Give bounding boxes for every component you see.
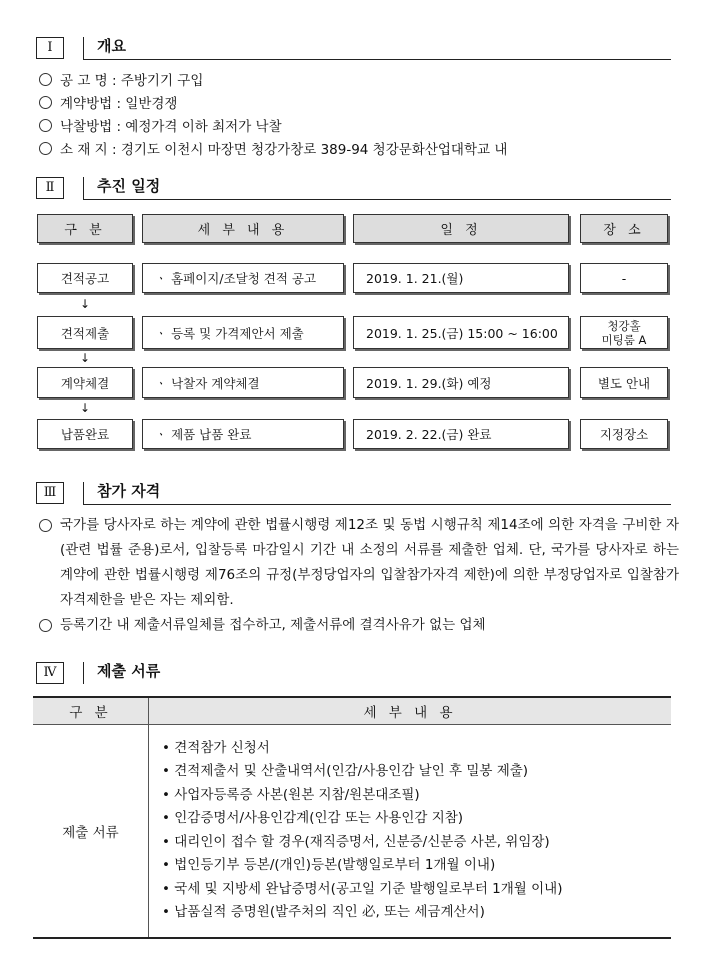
schedule-stage: 견적공고 — [37, 263, 133, 293]
schedule-date: 2019. 1. 25.(금) 15:00 ~ 16:00 — [353, 316, 569, 349]
documents-list-cell — [149, 725, 672, 938]
documents-table — [33, 696, 671, 939]
section-header-documents — [33, 660, 671, 686]
list-item: • 국세 및 지방세 완납증명서(공고일 기준 발행일로부터 1개월 이내) — [162, 878, 670, 902]
circle-bullet-icon — [39, 73, 52, 86]
schedule-stage: 견적제출 — [37, 316, 133, 349]
section-number: Ⅳ — [36, 662, 64, 684]
section-number: Ⅰ — [36, 37, 64, 59]
section-header-schedule — [33, 175, 671, 201]
circle-bullet-icon — [39, 619, 52, 632]
list-item: • 대리인이 접수 할 경우(재직증명서, 신분증/신분증 사본, 위임장) — [162, 831, 670, 855]
schedule-stage: 계약체결 — [37, 367, 133, 398]
overview-item: 계약방법 : 일반경쟁 — [39, 93, 177, 115]
schedule-detail: ㆍ 낙찰자 계약체결 — [142, 367, 344, 398]
schedule-place: 지정장소 — [580, 419, 668, 449]
overview-item: 소 재 지 : 경기도 이천시 마장면 청강가창로 389-94 청강문화산업대학교 내 — [39, 139, 507, 161]
section-title: 제출 서류 — [97, 662, 161, 680]
schedule-place: 청강홀 미팅룸 A — [580, 316, 668, 349]
circle-bullet-icon — [39, 519, 52, 532]
documents-header-category: 구 분 — [33, 697, 149, 725]
schedule-detail: ㆍ 제품 납품 완료 — [142, 419, 344, 449]
section-title: 참가 자격 — [97, 482, 161, 500]
schedule-date: 2019. 2. 22.(금) 완료 — [353, 419, 569, 449]
list-item: • 인감증명서/사용인감계(인감 또는 사용인감 지참) — [162, 807, 670, 831]
schedule-stage: 납품완료 — [37, 419, 133, 449]
qualification-item: 국가를 당사자로 하는 계약에 관한 법률시행령 제12조 및 동법 시행규칙 제14조에 의한 자격을 구비한 자(관련 법률 준용)로서, 입찰등록 마감일시 기간 내 소정의 서류를 제출한 업체. 단, 국가를 당사자로 하는 계약에 관한 법률시행령 제76조의 규정(부정당업자의 입찰참가자격 제한)에 의한 부정당업자로 입찰참가 자격제한을 받은 자는 제외함. — [39, 513, 679, 613]
schedule-header-stage: 구 분 — [37, 214, 133, 243]
section-title: 추진 일정 — [97, 177, 161, 195]
circle-bullet-icon — [39, 96, 52, 109]
section-title: 개요 — [97, 37, 126, 55]
overview-item: 공 고 명 : 주방기기 구입 — [39, 70, 203, 92]
schedule-date: 2019. 1. 29.(화) 예정 — [353, 367, 569, 398]
schedule-header-detail: 세 부 내 용 — [142, 214, 344, 243]
list-item: • 사업자등록증 사본(원본 지참/원본대조필) — [162, 784, 670, 808]
section-header-overview — [33, 35, 671, 61]
list-item: • 견적제출서 및 산출내역서(인감/사용인감 날인 후 밀봉 제출) — [162, 760, 670, 784]
circle-bullet-icon — [39, 119, 52, 132]
schedule-date: 2019. 1. 21.(월) — [353, 263, 569, 293]
documents-list — [150, 727, 670, 935]
schedule-header-place: 장 소 — [580, 214, 668, 243]
section-header-qualification — [33, 480, 671, 506]
section-number: Ⅱ — [36, 177, 64, 199]
schedule-place: 별도 안내 — [580, 367, 668, 398]
list-item: • 견적참가 신청서 — [162, 737, 670, 761]
schedule-place: - — [580, 263, 668, 293]
schedule-detail: ㆍ 등록 및 가격제안서 제출 — [142, 316, 344, 349]
documents-category: 제출 서류 — [33, 725, 149, 938]
schedule-header-date: 일 정 — [353, 214, 569, 243]
qualification-item: 등록기간 내 제출서류일체를 접수하고, 제출서류에 결격사유가 없는 업체 — [39, 613, 679, 638]
list-item: • 법인등기부 등본/(개인)등본(발행일로부터 1개월 이내) — [162, 854, 670, 878]
down-arrow-icon: ↓ — [80, 297, 91, 311]
down-arrow-icon: ↓ — [80, 401, 91, 415]
schedule-detail: ㆍ 홈페이지/조달청 견적 공고 — [142, 263, 344, 293]
list-item: • 납품실적 증명원(발주처의 직인 必, 또는 세금계산서) — [162, 901, 670, 925]
documents-header-detail: 세 부 내 용 — [149, 697, 672, 725]
circle-bullet-icon — [39, 142, 52, 155]
overview-item: 낙찰방법 : 예정가격 이하 최저가 낙찰 — [39, 116, 282, 138]
section-number: Ⅲ — [36, 482, 64, 504]
down-arrow-icon: ↓ — [80, 351, 91, 365]
